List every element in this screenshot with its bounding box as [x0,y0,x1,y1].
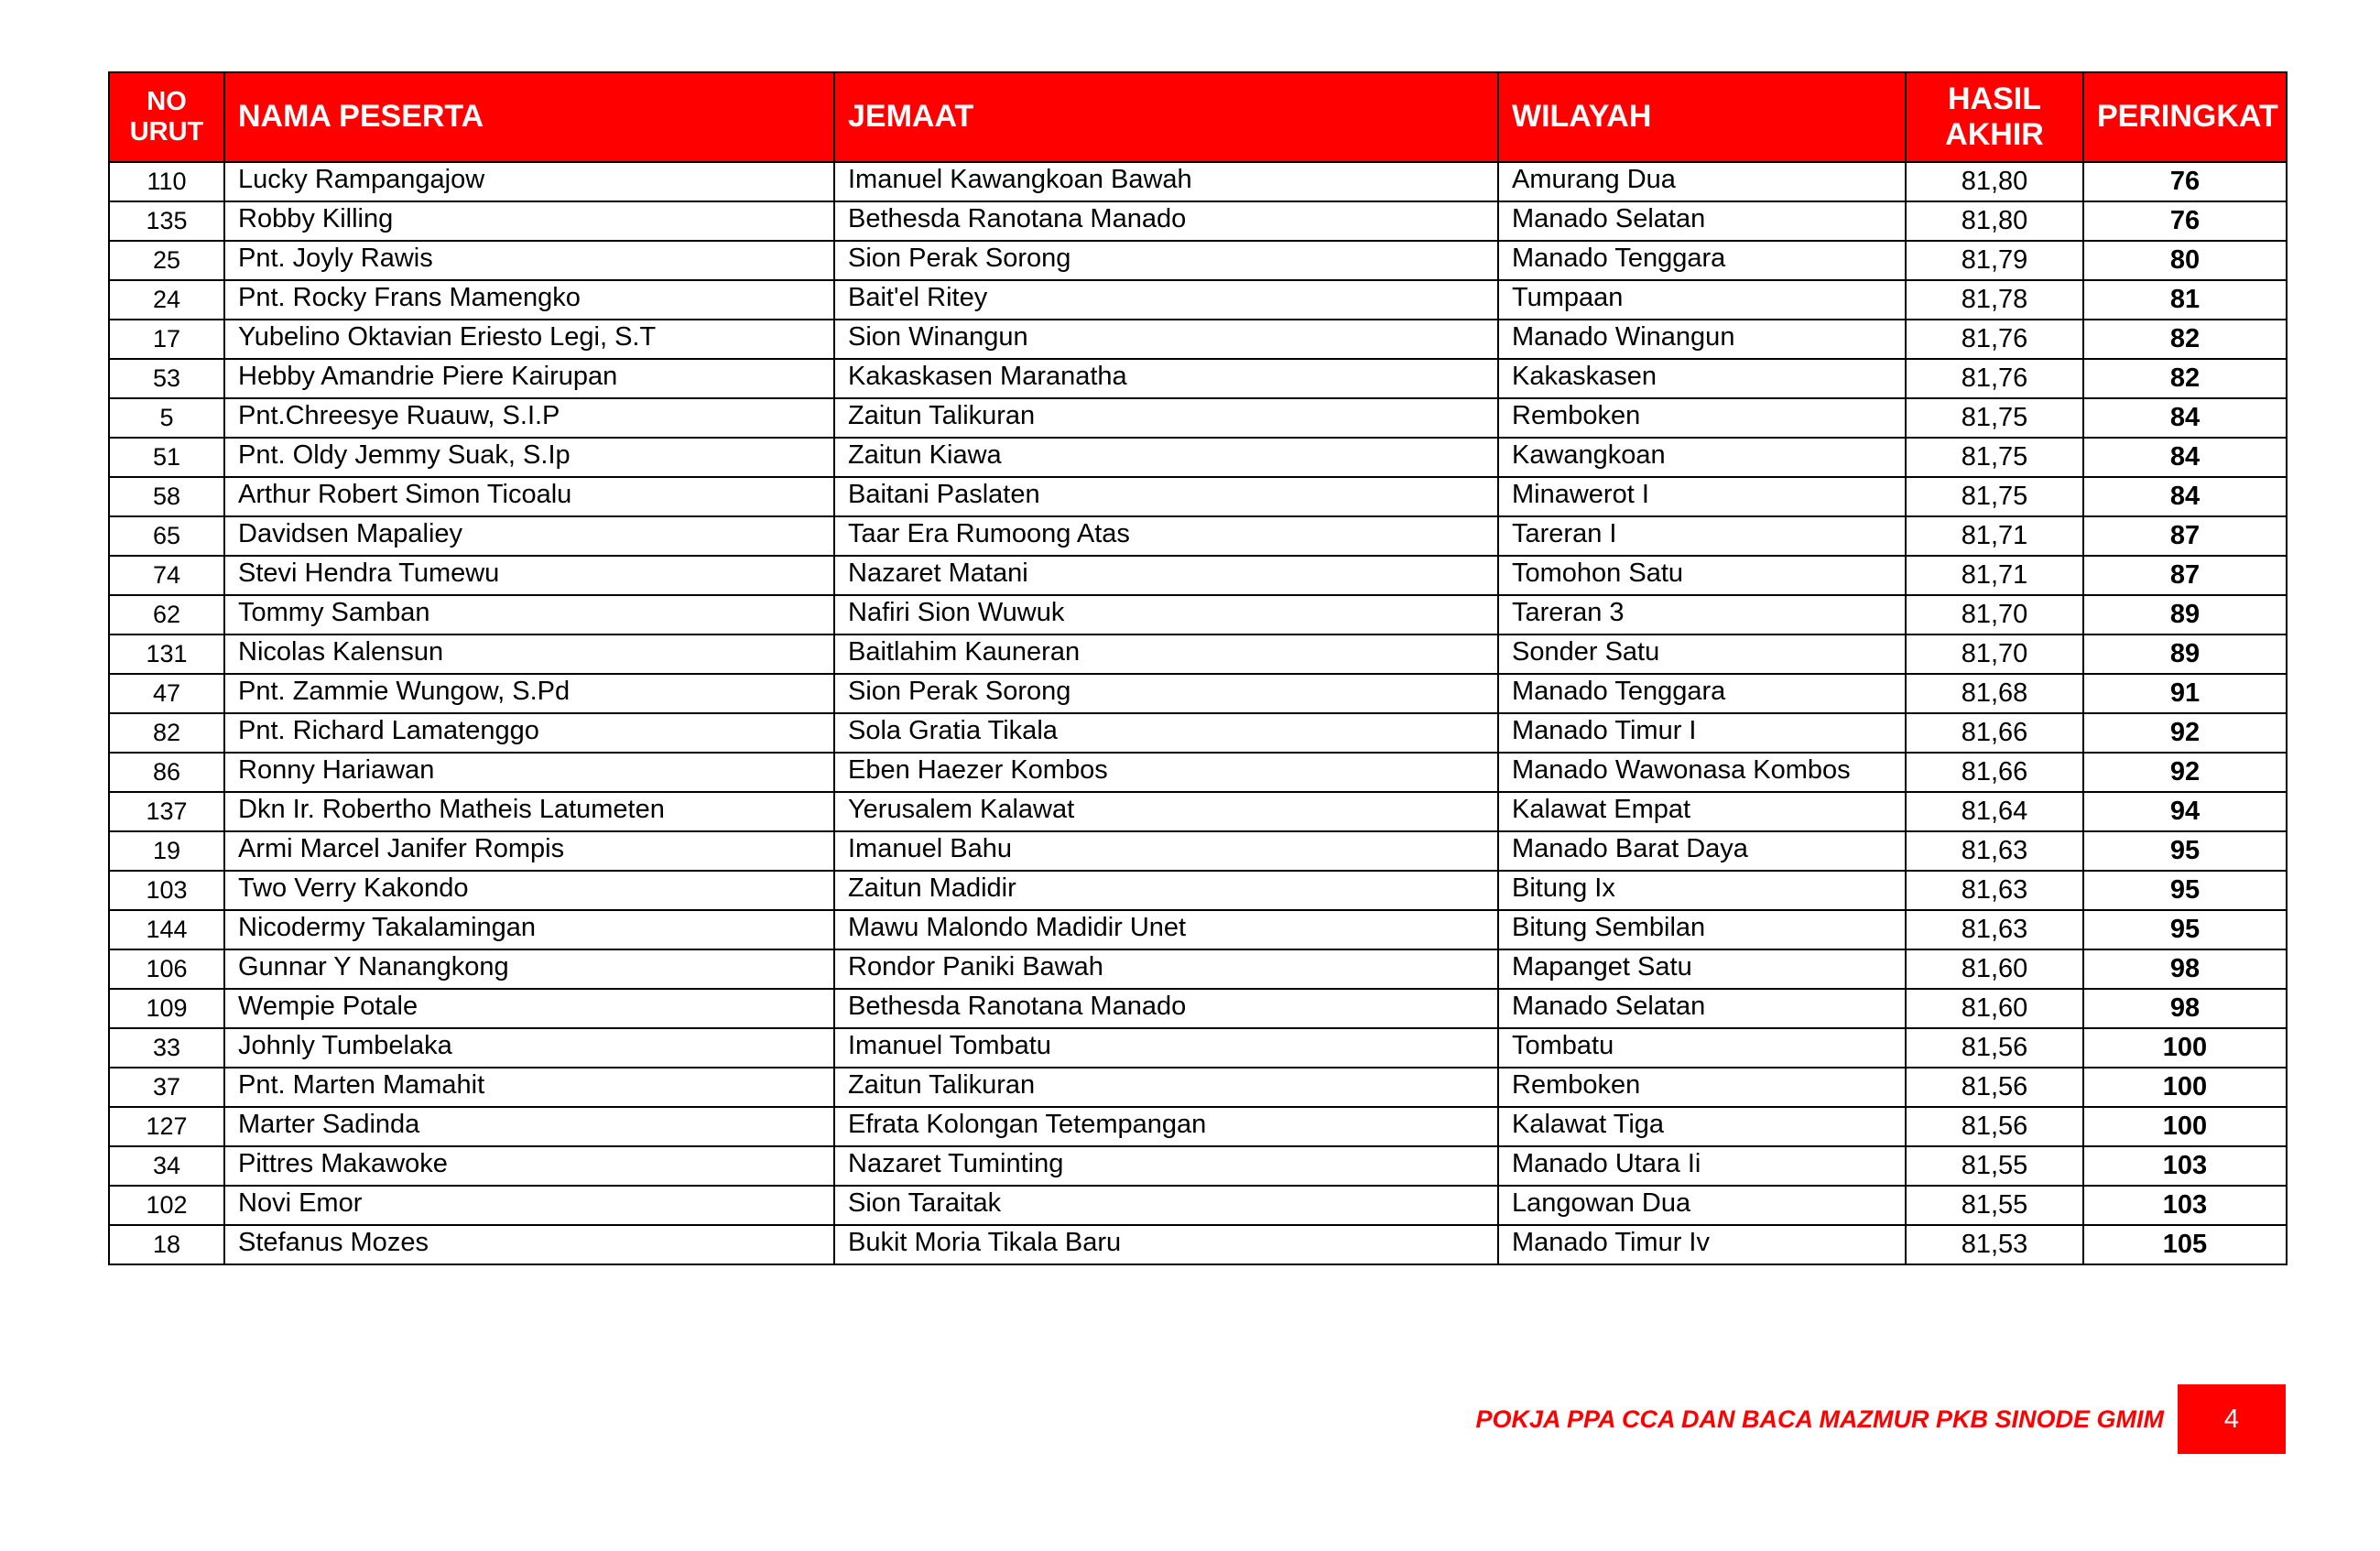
cell-no-urut: 24 [109,280,224,320]
cell-hasil-akhir: 81,71 [1906,556,2083,595]
cell-no-urut: 19 [109,831,224,871]
cell-nama-peserta: Stefanus Mozes [224,1225,834,1264]
cell-no-urut: 33 [109,1028,224,1068]
cell-no-urut: 25 [109,241,224,280]
cell-nama-peserta: Novi Emor [224,1186,834,1225]
table-row [109,1068,2287,1107]
cell-jemaat: Zaitun Talikuran [834,1068,1498,1107]
cell-nama-peserta: Pnt.Chreesye Ruauw, S.I.P [224,398,834,438]
cell-peringkat: 87 [2083,556,2287,595]
header-no-line2: URUT [129,117,204,146]
cell-jemaat: Bethesda Ranotana Manado [834,201,1498,241]
cell-peringkat: 76 [2083,201,2287,241]
cell-nama-peserta: Pittres Makawoke [224,1146,834,1186]
cell-wilayah: Sonder Satu [1498,634,1906,674]
cell-jemaat: Nazaret Tuminting [834,1146,1498,1186]
cell-nama-peserta: Hebby Amandrie Piere Kairupan [224,359,834,398]
header-hasil-line2: AKHIR [1945,117,2044,152]
cell-wilayah: Manado Selatan [1498,201,1906,241]
cell-jemaat: Kakaskasen Maranatha [834,359,1498,398]
cell-jemaat: Sion Taraitak [834,1186,1498,1225]
cell-nama-peserta: Stevi Hendra Tumewu [224,556,834,595]
table-row [109,320,2287,359]
table-row [109,438,2287,477]
cell-no-urut: 74 [109,556,224,595]
cell-jemaat: Bait'el Ritey [834,280,1498,320]
cell-wilayah: Kalawat Tiga [1498,1107,1906,1146]
header-row [109,72,2287,162]
cell-jemaat: Imanuel Tombatu [834,1028,1498,1068]
cell-peringkat: 95 [2083,871,2287,910]
cell-hasil-akhir: 81,63 [1906,831,2083,871]
cell-hasil-akhir: 81,56 [1906,1068,2083,1107]
cell-jemaat: Zaitun Madidir [834,871,1498,910]
cell-nama-peserta: Tommy Samban [224,595,834,634]
cell-no-urut: 102 [109,1186,224,1225]
cell-peringkat: 98 [2083,949,2287,989]
table-row [109,674,2287,713]
results-table [108,71,2288,1265]
cell-no-urut: 62 [109,595,224,634]
cell-nama-peserta: Pnt. Richard Lamatenggo [224,713,834,753]
cell-jemaat: Imanuel Kawangkoan Bawah [834,162,1498,201]
cell-no-urut: 58 [109,477,224,516]
table-row [109,753,2287,792]
cell-wilayah: Manado Wawonasa Kombos [1498,753,1906,792]
cell-hasil-akhir: 81,66 [1906,753,2083,792]
cell-jemaat: Zaitun Talikuran [834,398,1498,438]
cell-nama-peserta: Wempie Potale [224,989,834,1028]
cell-peringkat: 84 [2083,438,2287,477]
cell-nama-peserta: Dkn Ir. Robertho Matheis Latumeten [224,792,834,831]
cell-peringkat: 94 [2083,792,2287,831]
page-number: 4 [2178,1384,2286,1454]
cell-hasil-akhir: 81,56 [1906,1028,2083,1068]
table-row [109,989,2287,1028]
cell-nama-peserta: Pnt. Marten Mamahit [224,1068,834,1107]
table-row [109,516,2287,556]
table-row [109,398,2287,438]
cell-jemaat: Imanuel Bahu [834,831,1498,871]
cell-peringkat: 91 [2083,674,2287,713]
cell-hasil-akhir: 81,60 [1906,949,2083,989]
cell-peringkat: 84 [2083,398,2287,438]
cell-peringkat: 89 [2083,595,2287,634]
footer-title: POKJA PPA CCA DAN BACA MAZMUR PKB SINODE GMIM [1475,1405,2164,1433]
cell-hasil-akhir: 81,79 [1906,241,2083,280]
cell-jemaat: Efrata Kolongan Tetempangan [834,1107,1498,1146]
cell-no-urut: 109 [109,989,224,1028]
cell-hasil-akhir: 81,76 [1906,320,2083,359]
cell-nama-peserta: Arthur Robert Simon Ticoalu [224,477,834,516]
cell-wilayah: Bitung Ix [1498,871,1906,910]
cell-no-urut: 82 [109,713,224,753]
cell-wilayah: Amurang Dua [1498,162,1906,201]
cell-hasil-akhir: 81,75 [1906,438,2083,477]
cell-hasil-akhir: 81,75 [1906,477,2083,516]
table-row [109,359,2287,398]
cell-jemaat: Sion Perak Sorong [834,241,1498,280]
cell-wilayah: Manado Winangun [1498,320,1906,359]
table-row [109,280,2287,320]
cell-peringkat: 100 [2083,1028,2287,1068]
cell-peringkat: 87 [2083,516,2287,556]
cell-jemaat: Baitlahim Kauneran [834,634,1498,674]
cell-no-urut: 110 [109,162,224,201]
cell-peringkat: 76 [2083,162,2287,201]
cell-peringkat: 98 [2083,989,2287,1028]
table-row [109,201,2287,241]
cell-nama-peserta: Davidsen Mapaliey [224,516,834,556]
cell-nama-peserta: Johnly Tumbelaka [224,1028,834,1068]
cell-no-urut: 65 [109,516,224,556]
cell-wilayah: Manado Tenggara [1498,674,1906,713]
table-header [109,72,2287,162]
cell-jemaat: Sion Perak Sorong [834,674,1498,713]
cell-jemaat: Taar Era Rumoong Atas [834,516,1498,556]
cell-hasil-akhir: 81,53 [1906,1225,2083,1264]
cell-wilayah: Kakaskasen [1498,359,1906,398]
cell-nama-peserta: Two Verry Kakondo [224,871,834,910]
cell-wilayah: Tareran 3 [1498,595,1906,634]
cell-hasil-akhir: 81,78 [1906,280,2083,320]
cell-hasil-akhir: 81,55 [1906,1186,2083,1225]
table-row [109,1107,2287,1146]
table-row [109,910,2287,949]
cell-hasil-akhir: 81,66 [1906,713,2083,753]
cell-peringkat: 95 [2083,910,2287,949]
cell-wilayah: Bitung Sembilan [1498,910,1906,949]
cell-no-urut: 106 [109,949,224,989]
table-row [109,713,2287,753]
cell-no-urut: 131 [109,634,224,674]
cell-wilayah: Tareran I [1498,516,1906,556]
cell-wilayah: Manado Utara Ii [1498,1146,1906,1186]
cell-nama-peserta: Robby Killing [224,201,834,241]
header-hasil-akhir [1906,72,2083,162]
cell-hasil-akhir: 81,55 [1906,1146,2083,1186]
cell-nama-peserta: Gunnar Y Nanangkong [224,949,834,989]
cell-jemaat: Yerusalem Kalawat [834,792,1498,831]
cell-nama-peserta: Pnt. Rocky Frans Mamengko [224,280,834,320]
cell-no-urut: 18 [109,1225,224,1264]
cell-jemaat: Mawu Malondo Madidir Unet [834,910,1498,949]
cell-nama-peserta: Armi Marcel Janifer Rompis [224,831,834,871]
cell-no-urut: 137 [109,792,224,831]
cell-no-urut: 144 [109,910,224,949]
table-row [109,1146,2287,1186]
cell-wilayah: Remboken [1498,398,1906,438]
cell-jemaat: Nazaret Matani [834,556,1498,595]
cell-wilayah: Kalawat Empat [1498,792,1906,831]
cell-jemaat: Baitani Paslaten [834,477,1498,516]
cell-wilayah: Manado Timur I [1498,713,1906,753]
table-row [109,949,2287,989]
cell-jemaat: Eben Haezer Kombos [834,753,1498,792]
cell-peringkat: 95 [2083,831,2287,871]
cell-wilayah: Tombatu [1498,1028,1906,1068]
cell-wilayah: Remboken [1498,1068,1906,1107]
cell-jemaat: Nafiri Sion Wuwuk [834,595,1498,634]
cell-hasil-akhir: 81,75 [1906,398,2083,438]
cell-hasil-akhir: 81,71 [1906,516,2083,556]
table-body [109,162,2287,1264]
cell-nama-peserta: Pnt. Zammie Wungow, S.Pd [224,674,834,713]
cell-no-urut: 86 [109,753,224,792]
cell-wilayah: Minawerot I [1498,477,1906,516]
cell-wilayah: Mapanget Satu [1498,949,1906,989]
table-row [109,162,2287,201]
table-row [109,634,2287,674]
cell-no-urut: 135 [109,201,224,241]
cell-no-urut: 37 [109,1068,224,1107]
header-hasil-line1: HASIL [1948,81,2041,116]
cell-nama-peserta: Marter Sadinda [224,1107,834,1146]
cell-peringkat: 84 [2083,477,2287,516]
cell-nama-peserta: Ronny Hariawan [224,753,834,792]
cell-hasil-akhir: 81,80 [1906,201,2083,241]
cell-no-urut: 53 [109,359,224,398]
table-row [109,792,2287,831]
table-row [109,556,2287,595]
header-wilayah: WILAYAH [1498,72,1906,162]
cell-wilayah: Manado Tenggara [1498,241,1906,280]
cell-wilayah: Tomohon Satu [1498,556,1906,595]
table-row [109,1028,2287,1068]
table-row [109,1225,2287,1264]
cell-peringkat: 89 [2083,634,2287,674]
cell-peringkat: 80 [2083,241,2287,280]
header-no-urut [109,72,224,162]
table-row [109,595,2287,634]
cell-jemaat: Sola Gratia Tikala [834,713,1498,753]
cell-wilayah: Manado Barat Daya [1498,831,1906,871]
cell-jemaat: Bukit Moria Tikala Baru [834,1225,1498,1264]
cell-nama-peserta: Nicodermy Takalamingan [224,910,834,949]
cell-no-urut: 17 [109,320,224,359]
cell-hasil-akhir: 81,56 [1906,1107,2083,1146]
cell-hasil-akhir: 81,63 [1906,871,2083,910]
cell-hasil-akhir: 81,80 [1906,162,2083,201]
cell-nama-peserta: Pnt. Oldy Jemmy Suak, S.Ip [224,438,834,477]
cell-hasil-akhir: 81,70 [1906,634,2083,674]
cell-peringkat: 82 [2083,359,2287,398]
cell-nama-peserta: Lucky Rampangajow [224,162,834,201]
cell-peringkat: 105 [2083,1225,2287,1264]
cell-nama-peserta: Yubelino Oktavian Eriesto Legi, S.T [224,320,834,359]
table-row [109,1186,2287,1225]
header-no-line1: NO [147,86,187,116]
cell-no-urut: 51 [109,438,224,477]
cell-wilayah: Langowan Dua [1498,1186,1906,1225]
cell-peringkat: 81 [2083,280,2287,320]
cell-no-urut: 127 [109,1107,224,1146]
table-row [109,871,2287,910]
cell-no-urut: 47 [109,674,224,713]
cell-wilayah: Kawangkoan [1498,438,1906,477]
cell-wilayah: Manado Selatan [1498,989,1906,1028]
header-jemaat: JEMAAT [834,72,1498,162]
header-nama-peserta: NAMA PESERTA [224,72,834,162]
cell-wilayah: Tumpaan [1498,280,1906,320]
table-row [109,477,2287,516]
cell-jemaat: Sion Winangun [834,320,1498,359]
cell-hasil-akhir: 81,70 [1906,595,2083,634]
cell-hasil-akhir: 81,63 [1906,910,2083,949]
cell-hasil-akhir: 81,60 [1906,989,2083,1028]
cell-nama-peserta: Nicolas Kalensun [224,634,834,674]
cell-peringkat: 100 [2083,1068,2287,1107]
cell-peringkat: 100 [2083,1107,2287,1146]
cell-peringkat: 92 [2083,713,2287,753]
table-row [109,241,2287,280]
cell-jemaat: Zaitun Kiawa [834,438,1498,477]
cell-no-urut: 5 [109,398,224,438]
cell-peringkat: 103 [2083,1146,2287,1186]
cell-hasil-akhir: 81,68 [1906,674,2083,713]
cell-peringkat: 82 [2083,320,2287,359]
cell-hasil-akhir: 81,64 [1906,792,2083,831]
cell-peringkat: 92 [2083,753,2287,792]
cell-no-urut: 34 [109,1146,224,1186]
header-peringkat: PERINGKAT [2083,72,2287,162]
table-row [109,831,2287,871]
cell-no-urut: 103 [109,871,224,910]
cell-wilayah: Manado Timur Iv [1498,1225,1906,1264]
cell-hasil-akhir: 81,76 [1906,359,2083,398]
cell-jemaat: Bethesda Ranotana Manado [834,989,1498,1028]
cell-peringkat: 103 [2083,1186,2287,1225]
cell-jemaat: Rondor Paniki Bawah [834,949,1498,989]
cell-nama-peserta: Pnt. Joyly Rawis [224,241,834,280]
